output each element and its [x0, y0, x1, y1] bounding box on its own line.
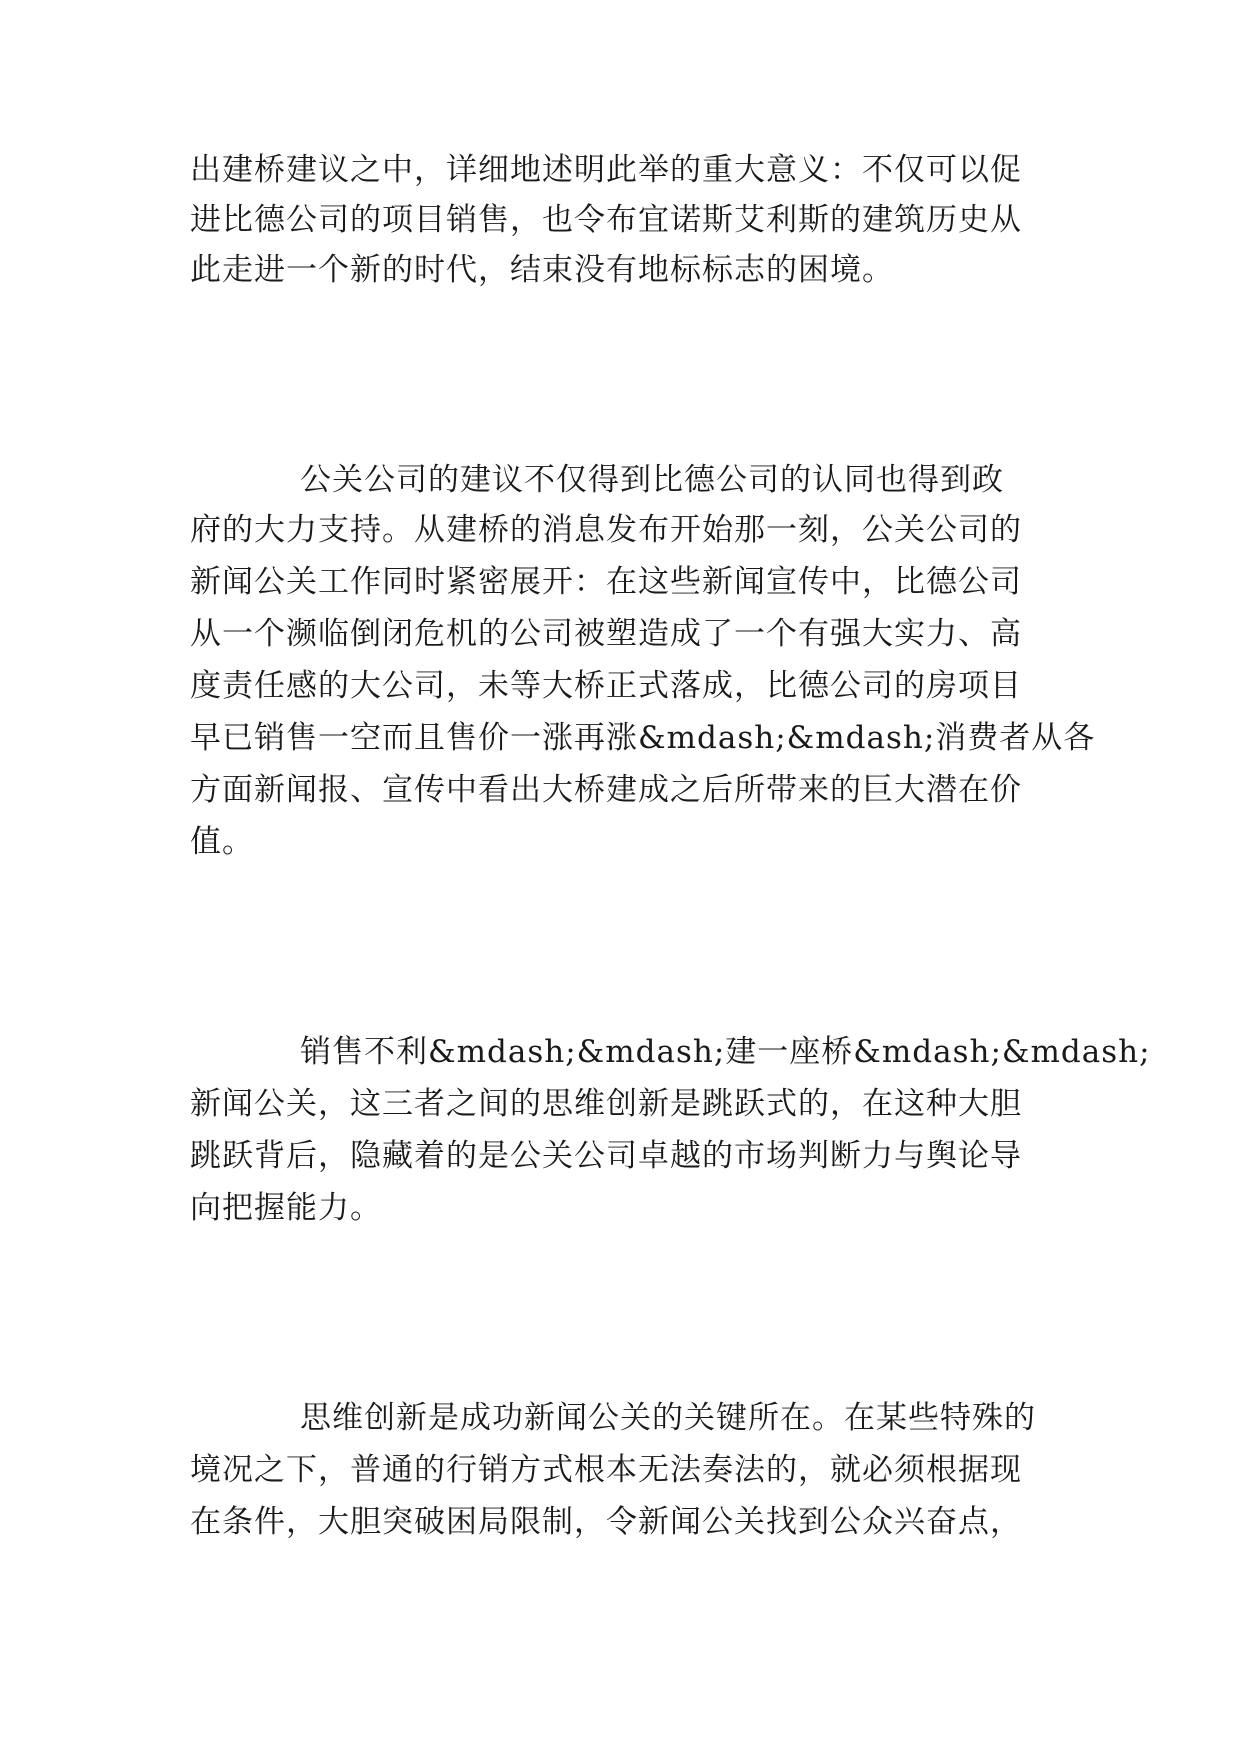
paragraph-line: 思维创新是成功新闻公关的关键所在。在某些特殊的: [300, 1400, 1036, 1436]
paragraph-line: 度责任感的大公司，未等大桥正式落成，比德公司的房项目: [190, 668, 1022, 704]
paragraph-line: 向把握能力。: [190, 1190, 382, 1226]
paragraph-line: 销售不利&mdash;&mdash;建一座桥&mdash;&mdash;: [300, 1034, 1151, 1070]
paragraph-line: 跳跃背后，隐藏着的是公关公司卓越的市场判断力与舆论导: [190, 1138, 1022, 1174]
paragraph-line: 境况之下，普通的行销方式根本无法奏法的，就必须根据现: [190, 1452, 1022, 1488]
paragraph-line: 进比德公司的项目销售，也令布宜诺斯艾利斯的建筑历史从: [190, 202, 1022, 238]
paragraph-line: 新闻公关，这三者之间的思维创新是跳跃式的，在这种大胆: [190, 1086, 1022, 1122]
paragraph-line: 公关公司的建议不仅得到比德公司的认同也得到政: [300, 462, 1004, 498]
paragraph-line: 值。: [190, 824, 254, 860]
paragraph-line: 方面新闻报、宣传中看出大桥建成之后所带来的巨大潜在价: [190, 772, 1022, 808]
paragraph-line: 在条件，大胆突破困局限制，令新闻公关找到公众兴奋点，: [190, 1504, 1022, 1540]
paragraph-line: 府的大力支持。从建桥的消息发布开始那一刻，公关公司的: [190, 512, 1022, 548]
paragraph-line: 从一个濒临倒闭危机的公司被塑造成了一个有强大实力、高: [190, 616, 1022, 652]
paragraph-line: 新闻公关工作同时紧密展开：在这些新闻宣传中，比德公司: [190, 564, 1022, 600]
paragraph-line: 此走进一个新的时代，结束没有地标标志的困境。: [190, 252, 894, 288]
paragraph-line: 早已销售一空而且售价一涨再涨&mdash;&mdash;消费者从各: [190, 720, 1096, 756]
paragraph-line: 出建桥建议之中，详细地述明此举的重大意义：不仅可以促: [190, 152, 1022, 188]
